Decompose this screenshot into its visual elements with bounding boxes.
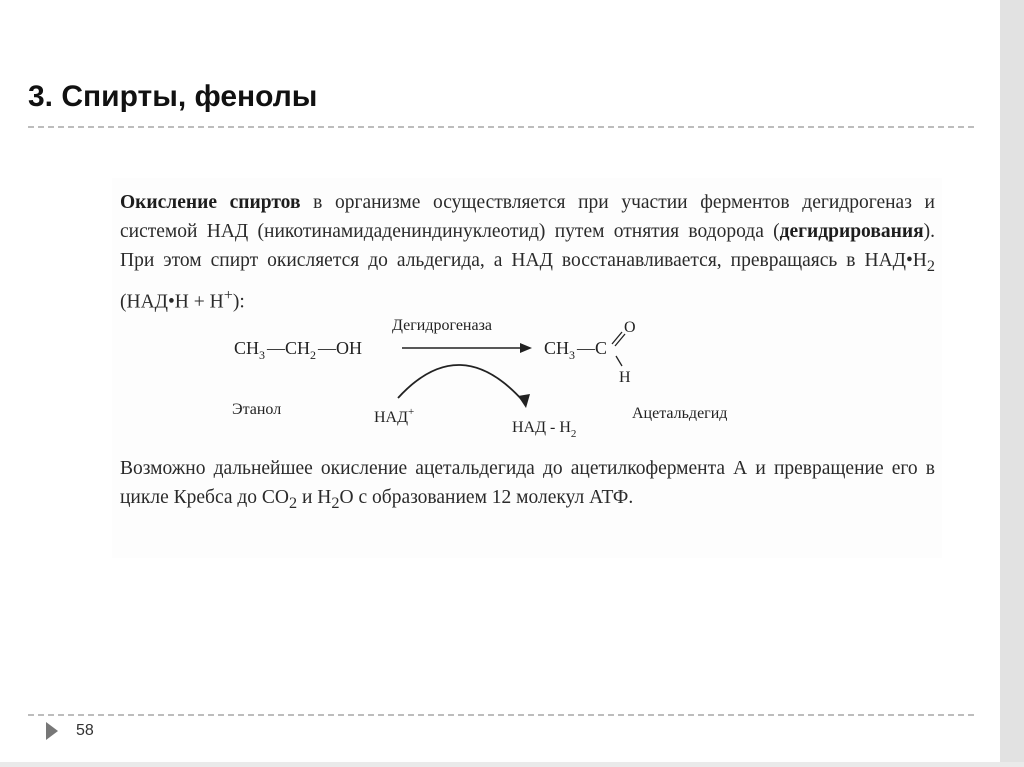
product-name: Ацетальдегид [632,405,728,422]
subscript: 2 [331,493,340,512]
double-bond [612,332,622,344]
slide-title: 3. Спирты, фенолы [28,80,318,113]
paragraph-krebs [120,454,935,518]
product-hydrogen: H [619,369,631,386]
title-divider [28,126,974,128]
paragraph-text: ). При этом спирт окисляется до альдегида, а НАД восстанавливается, превращаясь в НАД•Н [120,221,935,271]
reaction-arrowhead [520,343,532,353]
product-oxygen: O [624,319,636,336]
paragraph-oxidation [120,188,935,316]
nadh-subscript: 2 [570,428,577,440]
paragraph-text: и Н [297,487,332,508]
nad-label [374,406,414,426]
nad-text: НАД [374,409,409,426]
paragraph-text: Возможно дальнейшее окисление ацетальдегида до ацетилкофермента А и превращение его в цикле Кребса до СО [120,458,935,508]
enzyme-label: Дегидрогеназа [392,317,493,334]
reactant-formula: $CH_3$ $—CH_2$ —OH [234,338,363,362]
slide-frame-bottom [0,762,1024,767]
superscript: + [223,285,233,304]
formula-part: C [595,338,608,358]
subscript: 2 [289,493,298,512]
paragraph-text: ): [232,291,245,313]
single-bond [616,356,622,366]
paragraph-text: О с образованием 12 молекул АТФ. [339,487,634,508]
formula-part: CH [234,338,260,358]
term-dehydrogenation: дегидрирования [779,221,924,242]
nad-charge: + [408,406,415,418]
coenzyme-curve-arrow [398,365,524,402]
formula-subscript: 3 [569,348,576,362]
formula-subscript: 2 [310,348,317,362]
formula-subscript: 3 [259,348,266,362]
nadh-label [512,419,576,440]
term-oxidation: Окисление спиртов [120,192,301,213]
page-number: 58 [76,722,94,739]
slide-frame-right [1000,0,1024,767]
footer-divider [28,714,974,716]
paragraph-text: (НАД•Н + Н [120,291,224,313]
nadh-text: НАД - Н [512,419,571,436]
formula-part: OH [336,338,363,358]
subscript: 2 [926,256,935,275]
product-formula: $CH_3$ —C [544,338,608,362]
formula-part: CH [544,338,570,358]
paragraph-text: в организме осуществляется при участии ферментов дегидрогеназ и системой НАД (никотинамидадениндинуклеотид) путем отнятия водорода ( [120,192,935,242]
formula-part: CH [285,338,311,358]
reactant-name: Этанол [232,401,282,418]
next-slide-arrow-icon[interactable] [46,722,58,740]
coenzyme-arrowhead [518,394,530,408]
reaction-scheme [220,310,800,450]
